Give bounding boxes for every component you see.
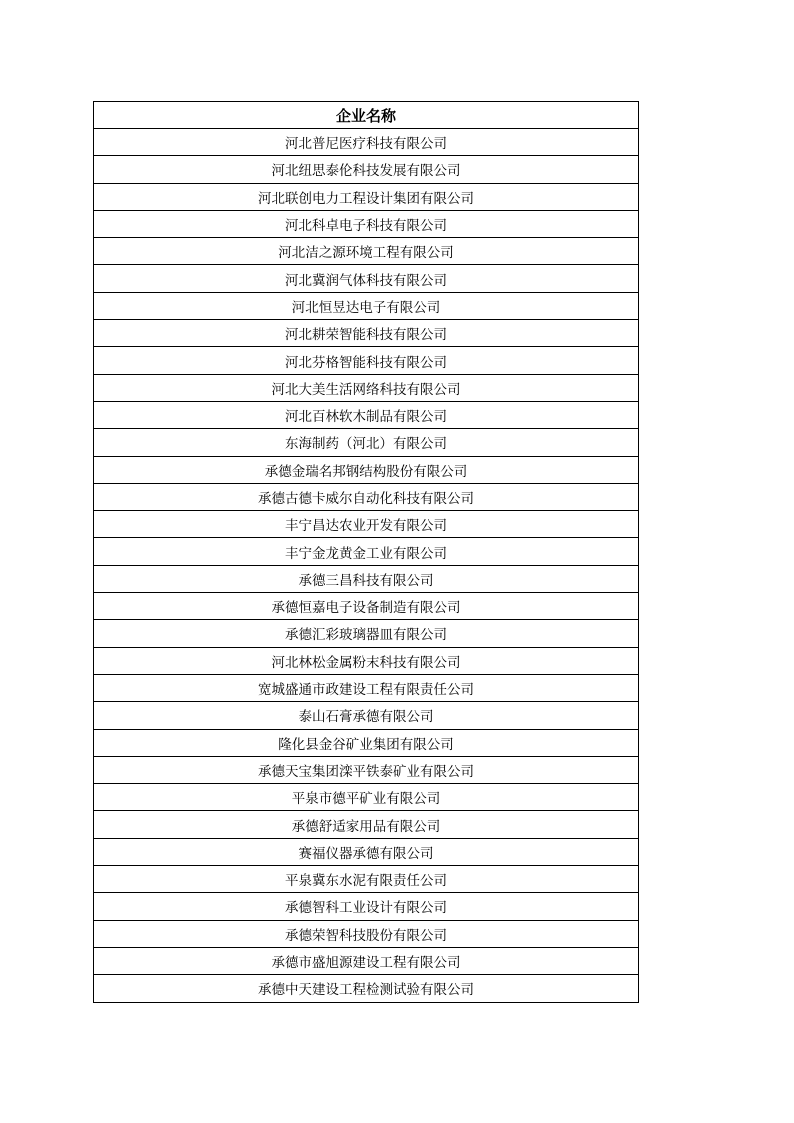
company-name-cell: 河北恒昱达电子有限公司 xyxy=(94,292,639,319)
table-row xyxy=(94,292,639,319)
company-name-cell: 平泉冀东水泥有限责任公司 xyxy=(94,866,639,893)
company-name-cell: 河北洁之源环境工程有限公司 xyxy=(94,238,639,265)
company-name-cell: 宽城盛通市政建设工程有限责任公司 xyxy=(94,674,639,701)
table-row xyxy=(94,401,639,428)
table-row xyxy=(94,265,639,292)
company-name-cell: 河北芬格智能科技有限公司 xyxy=(94,347,639,374)
table-row xyxy=(94,456,639,483)
company-name-cell: 河北冀润气体科技有限公司 xyxy=(94,265,639,292)
company-name-cell: 赛福仪器承德有限公司 xyxy=(94,838,639,865)
table-row xyxy=(94,811,639,838)
table-row xyxy=(94,920,639,947)
company-name-cell: 承德恒嘉电子设备制造有限公司 xyxy=(94,593,639,620)
company-table xyxy=(93,101,639,1003)
column-header-company-name: 企业名称 xyxy=(94,102,639,129)
company-name-cell: 丰宁金龙黄金工业有限公司 xyxy=(94,538,639,565)
company-name-cell: 河北林松金属粉末科技有限公司 xyxy=(94,647,639,674)
table-row xyxy=(94,947,639,974)
company-name-cell: 河北纽思泰伦科技发展有限公司 xyxy=(94,156,639,183)
company-name-cell: 承德天宝集团滦平铁泰矿业有限公司 xyxy=(94,756,639,783)
table-row xyxy=(94,129,639,156)
company-name-cell: 承德汇彩玻璃器皿有限公司 xyxy=(94,620,639,647)
company-name-cell: 河北联创电力工程设计集团有限公司 xyxy=(94,183,639,210)
company-name-cell: 承德荣智科技股份有限公司 xyxy=(94,920,639,947)
table-row xyxy=(94,729,639,756)
table-head xyxy=(94,102,639,129)
table-row xyxy=(94,374,639,401)
company-name-cell: 承德金瑞名邦钢结构股份有限公司 xyxy=(94,456,639,483)
table-row xyxy=(94,647,639,674)
company-name-cell: 承德舒适家用品有限公司 xyxy=(94,811,639,838)
table-row xyxy=(94,784,639,811)
company-name-cell: 平泉市德平矿业有限公司 xyxy=(94,784,639,811)
company-name-cell: 隆化县金谷矿业集团有限公司 xyxy=(94,729,639,756)
table-body xyxy=(94,129,639,1003)
table-row xyxy=(94,838,639,865)
company-name-cell: 泰山石膏承德有限公司 xyxy=(94,702,639,729)
table-row xyxy=(94,702,639,729)
table-row xyxy=(94,483,639,510)
table-row xyxy=(94,347,639,374)
table-row xyxy=(94,320,639,347)
table-row xyxy=(94,593,639,620)
company-name-cell: 承德三昌科技有限公司 xyxy=(94,565,639,592)
company-name-cell: 承德市盛旭源建设工程有限公司 xyxy=(94,947,639,974)
table-row xyxy=(94,210,639,237)
table-row xyxy=(94,866,639,893)
table-row xyxy=(94,620,639,647)
company-name-cell: 东海制药（河北）有限公司 xyxy=(94,429,639,456)
company-name-cell: 承德智科工业设计有限公司 xyxy=(94,893,639,920)
table-row xyxy=(94,893,639,920)
company-name-cell: 承德古德卡威尔自动化科技有限公司 xyxy=(94,483,639,510)
company-name-cell: 河北百林软木制品有限公司 xyxy=(94,401,639,428)
company-name-cell: 丰宁昌达农业开发有限公司 xyxy=(94,511,639,538)
header-row xyxy=(94,102,639,129)
company-name-cell: 河北耕荣智能科技有限公司 xyxy=(94,320,639,347)
table-row xyxy=(94,975,639,1002)
table-row xyxy=(94,565,639,592)
table-row xyxy=(94,756,639,783)
table-row xyxy=(94,156,639,183)
table-row xyxy=(94,511,639,538)
company-name-cell: 河北大美生活网络科技有限公司 xyxy=(94,374,639,401)
table-row xyxy=(94,429,639,456)
table-row xyxy=(94,674,639,701)
company-name-cell: 河北普尼医疗科技有限公司 xyxy=(94,129,639,156)
company-name-cell: 承德中天建设工程检测试验有限公司 xyxy=(94,975,639,1002)
company-name-cell: 河北科卓电子科技有限公司 xyxy=(94,210,639,237)
table-row xyxy=(94,183,639,210)
table-row xyxy=(94,238,639,265)
table-row xyxy=(94,538,639,565)
